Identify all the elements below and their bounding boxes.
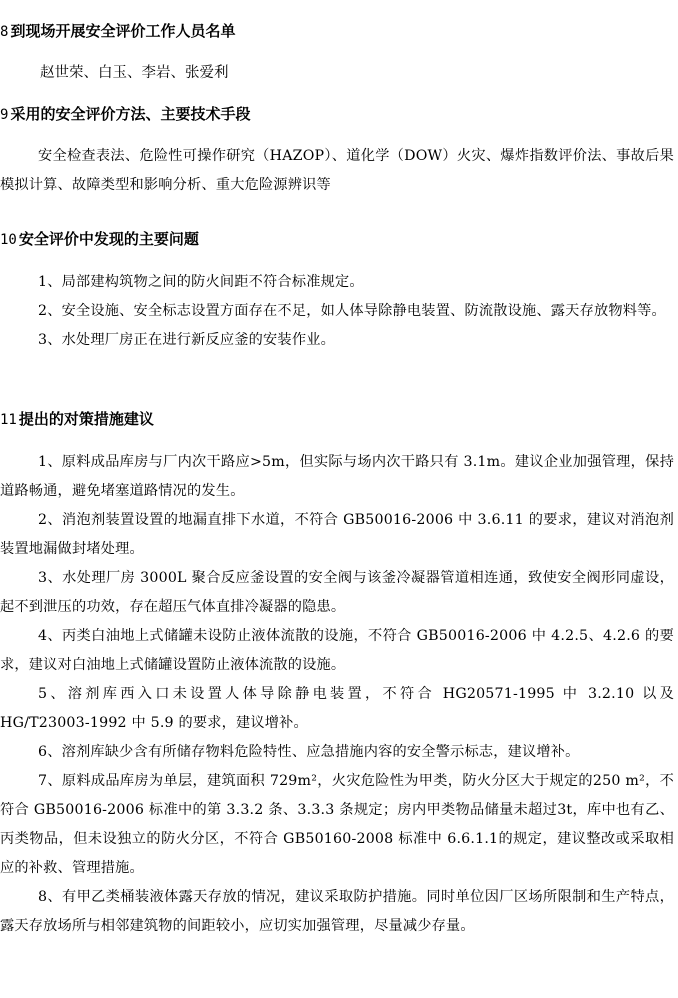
section-title: 到现场开展安全评价工作人员名单	[10, 22, 236, 40]
list-item: 2、消泡剂装置设置的地漏直排下水道，不符合 GB50016-2006 中 3.6.11 的要求，建议对消泡剂装置地漏做封堵处理。	[0, 512, 674, 557]
list-item: 1、原料成品库房与厂内次干路应>5m，但实际与场内次干路只有 3.1m。建议企业加强管理，保持道路畅通，避免堵塞道路情况的发生。	[0, 454, 674, 499]
list-item: 8、有甲乙类桶装液体露天存放的情况，建议采取防护措施。同时单位因厂区场所限制和生产特点，露天存放场所与相邻建筑物的间距较小，应切实加强管理，尽量减少存量。	[0, 889, 674, 934]
section-title: 提出的对策措施建议	[18, 410, 154, 428]
methods-paragraph: 安全检查表法、危险性可操作研究（HAZOP）、道化学（DOW）火灾、爆炸指数评价法、事故后果模拟计算、故障类型和影响分析、重大危险源辨识等	[0, 148, 674, 193]
section-heading	[0, 409, 678, 430]
list-item: 3、水处理厂房 3000L 聚合反应釜设置的安全阀与该釜冷凝器管道相连通，致使安全阀形同虚设，起不到泄压的功效，存在超压气体直排冷凝器的隐患。	[0, 570, 674, 615]
list-item: 4、丙类白油地上式储罐未设防止液体流散的设施，不符合 GB50016-2006 中 4.2.5、4.2.6 的要求，建议对白油地上式储罐设置防止液体流散的设施。	[0, 628, 674, 673]
section-heading	[0, 21, 678, 42]
list-item: 7、原料成品库房为单层，建筑面积 729m²，火灾危险性为甲类，防火分区大于规定的250 m²，不符合 GB50016-2006 标准中的第 3.3.2 条、3.3.3 条规定；房内甲类物品储量未超过3t，库中也有乙、丙类物品，但未设独立的防火分区，不符合 GB50160-2008 标准中 6.6.1.1的规定，建议整改或采取相应的补救、管理措施。	[0, 773, 674, 876]
list-item: 1、局部建构筑物之间的防火间距不符合标准规定。	[38, 274, 364, 290]
section-10	[0, 229, 678, 355]
personnel-names: 赵世荣、白玉、李岩、张爱利	[40, 65, 229, 81]
section-title: 采用的安全评价方法、主要技术手段	[10, 105, 251, 123]
section-number: 10	[0, 232, 17, 248]
list-item: 5、溶剂库西入口未设置人体导除静电装置，不符合 HG20571-1995 中 3.2.10 以及HG/T23003-1992 中 5.9 的要求，建议增补。	[0, 686, 674, 731]
section-title: 安全评价中发现的主要问题	[18, 230, 199, 248]
list-item: 3、水处理厂房正在进行新反应釜的安装作业。	[38, 332, 335, 348]
section-heading	[0, 229, 678, 250]
section-11	[0, 409, 678, 941]
list-item: 6、溶剂库缺少含有所储存物料危险特性、应急措施内容的安全警示标志，建议增补。	[38, 744, 580, 760]
list-item: 2、安全设施、安全标志设置方面存在不足，如人体导除静电装置、防流散设施、露天存放物料等。	[38, 303, 666, 319]
section-heading	[0, 104, 678, 125]
section-number: 9	[0, 107, 9, 123]
section-9	[0, 104, 678, 200]
section-number: 8	[0, 24, 9, 40]
section-8	[0, 21, 678, 83]
section-number: 11	[0, 412, 17, 428]
